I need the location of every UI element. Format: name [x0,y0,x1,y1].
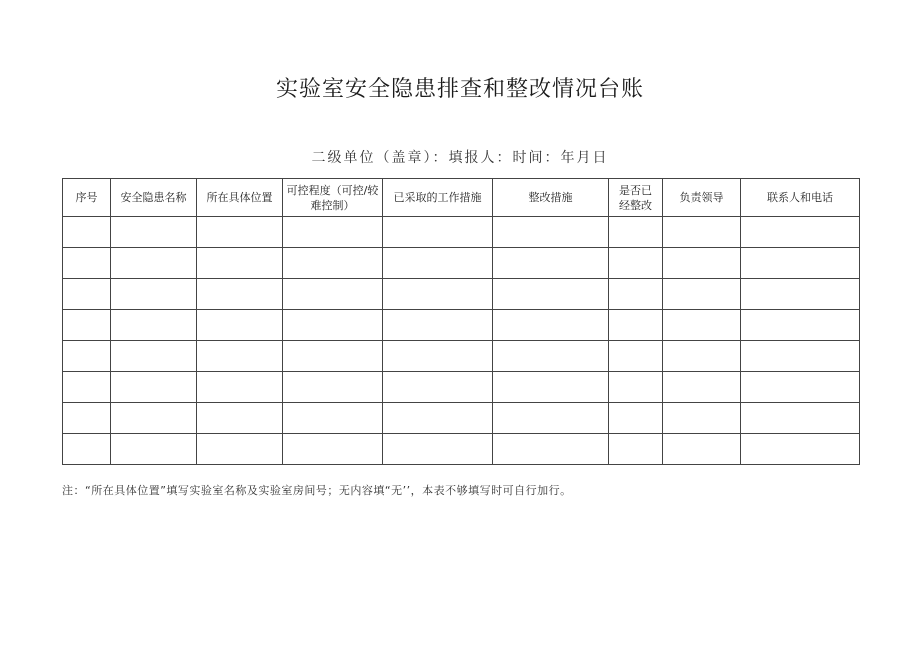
table-cell [111,403,197,434]
table-cell [493,372,609,403]
table-cell [283,403,383,434]
column-header-controllability [283,179,383,217]
table-cell [663,341,741,372]
hazard-ledger-table [62,178,860,465]
table-cell [111,434,197,465]
column-header-label: 所在具体位置 [206,191,273,204]
column-header-label: 负责领导 [679,191,724,204]
table-cell [197,403,283,434]
table-cell [609,217,663,248]
table-cell [197,341,283,372]
column-header-label: 可控程度（可控/较 [286,183,379,197]
table-cell [741,310,860,341]
footnote: 注：“所在具体位置”填写实验室名称及实验室房间号；无内容填“无’’，本表不够填写时可自行加行。 [62,484,572,497]
table-header-row [63,179,860,217]
column-header-label: 已采取的工作措施 [393,191,482,204]
table-cell [663,248,741,279]
table-cell [741,403,860,434]
table-cell [111,279,197,310]
table-cell [383,310,493,341]
table-cell [63,403,111,434]
table-cell [283,248,383,279]
table-cell [63,217,111,248]
table-cell [663,434,741,465]
table-cell [741,279,860,310]
table-cell [197,248,283,279]
table-cell [741,248,860,279]
table-cell [111,310,197,341]
table-cell [197,372,283,403]
table-cell [663,372,741,403]
table-cell [493,341,609,372]
table-cell [197,310,283,341]
table-cell [663,310,741,341]
table-cell [197,434,283,465]
column-header-label: 整改措施 [528,191,573,204]
table-cell [63,372,111,403]
table-cell [663,403,741,434]
table-cell [63,310,111,341]
table-cell [663,279,741,310]
table-row [63,341,860,372]
table-cell [493,217,609,248]
page-title: 实验室安全隐患排查和整改情况台账 [275,77,644,102]
table-cell [493,403,609,434]
table-cell [111,372,197,403]
column-header-label: 是否已 [619,183,652,197]
column-header-label-cont: 难控制） [310,198,355,212]
column-header-responsible-leader [663,179,741,217]
table-cell [741,434,860,465]
table-cell [741,372,860,403]
table-cell [609,372,663,403]
table-cell [63,434,111,465]
table-cell [63,341,111,372]
table-cell [493,248,609,279]
table-cell [609,434,663,465]
table-cell [283,310,383,341]
table-cell [609,403,663,434]
table-cell [383,217,493,248]
column-header-rectified-status [609,179,663,217]
table-cell [111,217,197,248]
table-cell [63,279,111,310]
table-cell [741,217,860,248]
table-cell [493,310,609,341]
table-cell [111,341,197,372]
table-row [63,217,860,248]
table-cell [609,279,663,310]
table-cell [283,217,383,248]
report-header-fields: 二级单位（盖章）：填报人：时间：年月日 [311,150,609,166]
column-header-contact [741,179,860,217]
column-header-serial [63,179,111,217]
table-cell [111,248,197,279]
table-body [63,217,860,465]
column-header-rectification [493,179,609,217]
table-cell [383,248,493,279]
table-cell [383,403,493,434]
table-cell [609,310,663,341]
table-cell [493,434,609,465]
column-header-hazard-name [111,179,197,217]
table-row [63,310,860,341]
column-header-label: 序号 [75,191,98,204]
table-row [63,434,860,465]
table-cell [383,341,493,372]
table-cell [663,217,741,248]
table-row [63,372,860,403]
column-header-label: 联系人和电话 [767,191,833,204]
table-cell [383,434,493,465]
table-cell [283,434,383,465]
table-row [63,403,860,434]
column-header-location [197,179,283,217]
table-cell [197,279,283,310]
table-cell [283,372,383,403]
table-cell [493,279,609,310]
table-cell [609,248,663,279]
table-cell [609,341,663,372]
column-header-label-cont: 经整改 [619,198,652,212]
table-cell [283,279,383,310]
table-cell [383,279,493,310]
table-cell [383,372,493,403]
table-row [63,279,860,310]
table-row [63,248,860,279]
column-header-label: 安全隐患名称 [120,191,187,204]
table-cell [741,341,860,372]
table-cell [197,217,283,248]
column-header-measures-taken [383,179,493,217]
table-cell [283,341,383,372]
table-cell [63,248,111,279]
